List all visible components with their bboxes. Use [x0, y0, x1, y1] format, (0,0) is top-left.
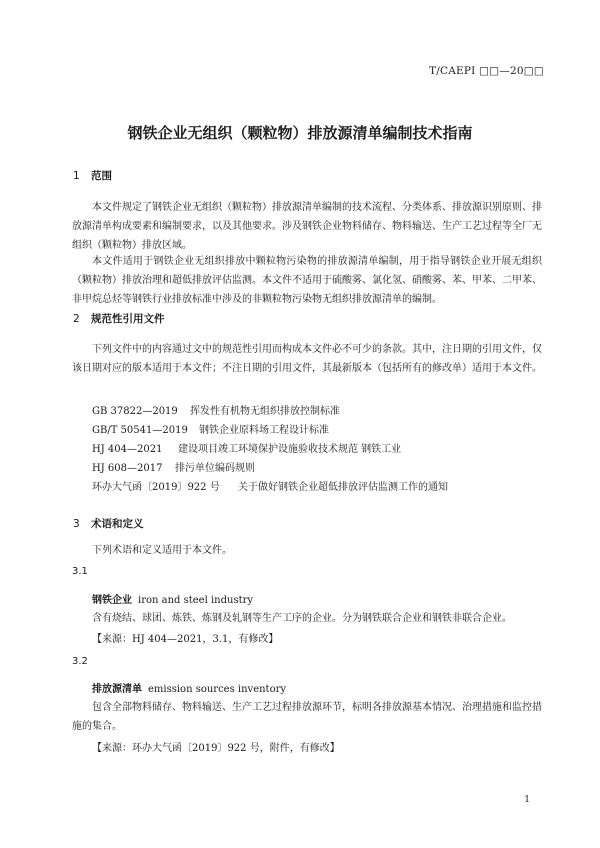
- terms-intro: 下列术语和定义适用于本文件。: [92, 545, 232, 556]
- section-number: 1: [73, 170, 80, 182]
- section-title: 范围: [91, 170, 112, 182]
- section-number: 3: [73, 518, 80, 530]
- section-1-heading: [73, 168, 112, 183]
- term-definition: 包含全部物料储存、物料输送、生产工艺过程排放源环节，标明各排放源基本情况、治理措施和监控措施的集合。: [72, 702, 542, 732]
- term-chinese: 排放源清单: [92, 684, 142, 695]
- reference-item: [92, 402, 340, 417]
- section-number: 2: [73, 313, 80, 325]
- term-definition: 含有烧结、球团、炼铁、炼钢及轧钢等生产工序的企业。分为钢铁联合企业和钢铁非联合企业。: [92, 613, 512, 624]
- term-english: iron and steel industry: [138, 595, 254, 606]
- clause-number: 3.2: [72, 656, 88, 667]
- term-chinese: 钢铁企业: [92, 595, 132, 606]
- section-title: 规范性引用文件: [91, 313, 165, 325]
- reference-code: GB/T 50541—2019: [92, 425, 188, 436]
- document-code: T/CAEPI □□—20□□: [429, 65, 544, 77]
- reference-title: 挥发性有机物无组织排放控制标准: [190, 406, 340, 417]
- section-3-heading: [73, 516, 144, 531]
- reference-code: 环办大气函〔2019〕922 号: [92, 482, 220, 493]
- page-number: 1: [524, 795, 530, 805]
- term-source: 【来源：HJ 404—2021，3.1，有修改】: [92, 634, 279, 645]
- term-entry: [92, 591, 253, 606]
- reference-item: [92, 459, 255, 474]
- reference-code: HJ 608—2017: [92, 463, 163, 474]
- document-title: 钢铁企业无组织（颗粒物）排放源清单编制技术指南: [127, 124, 473, 142]
- reference-code: GB 37822—2019: [92, 406, 178, 417]
- reference-item: [92, 478, 448, 493]
- reference-title: 建设项目竣工环境保护设施验收技术规范 钢铁工业: [178, 444, 402, 455]
- reference-code: HJ 404—2021: [92, 444, 163, 455]
- term-source: 【来源：环办大气函〔2019〕922 号，附件，有修改】: [92, 743, 340, 754]
- scope-paragraph-2: 本文件适用于钢铁企业无组织排放中颗粒物污染物的排放源清单编制，用于指导钢铁企业开展无组织（颗粒物）排放治理和超低排放评估监测。本文件不适用于硫酸雾、氯化氢、硝酸雾、苯、甲苯、二甲苯、非甲烷总烃等钢铁行业排放标准中涉及的非颗粒物污染物无组织排放源清单的编制。: [72, 256, 542, 305]
- reference-title: 排污单位编码规则: [175, 463, 255, 474]
- term-entry: [92, 680, 286, 695]
- reference-item: [92, 440, 401, 455]
- reference-title: 关于做好钢铁企业超低排放评估监测工作的通知: [238, 482, 448, 493]
- section-2-heading: [73, 311, 165, 326]
- clause-number: 3.1: [72, 566, 88, 577]
- reference-item: [92, 421, 329, 436]
- section-title: 术语和定义: [91, 518, 144, 530]
- reference-title: 钢铁企业原料场工程设计标准: [199, 425, 329, 436]
- normative-intro: 下列文件中的内容通过文中的规范性引用而构成本文件必不可少的条款。其中，注日期的引用文件，仅该日期对应的版本适用于本文件；不注日期的引用文件，其最新版本（包括所有的修改单）适用于本文件。: [72, 344, 542, 374]
- scope-paragraph-1: 本文件规定了钢铁企业无组织（颗粒物）排放源清单编制的技术流程、分类体系、排放源识别原则、排放源清单构成要素和编制要求，以及其他要求。涉及钢铁企业物料储存、物料输送、生产工艺过程等全厂无组织（颗粒物）排放区域。: [72, 202, 542, 251]
- term-english: emission sources inventory: [148, 684, 287, 695]
